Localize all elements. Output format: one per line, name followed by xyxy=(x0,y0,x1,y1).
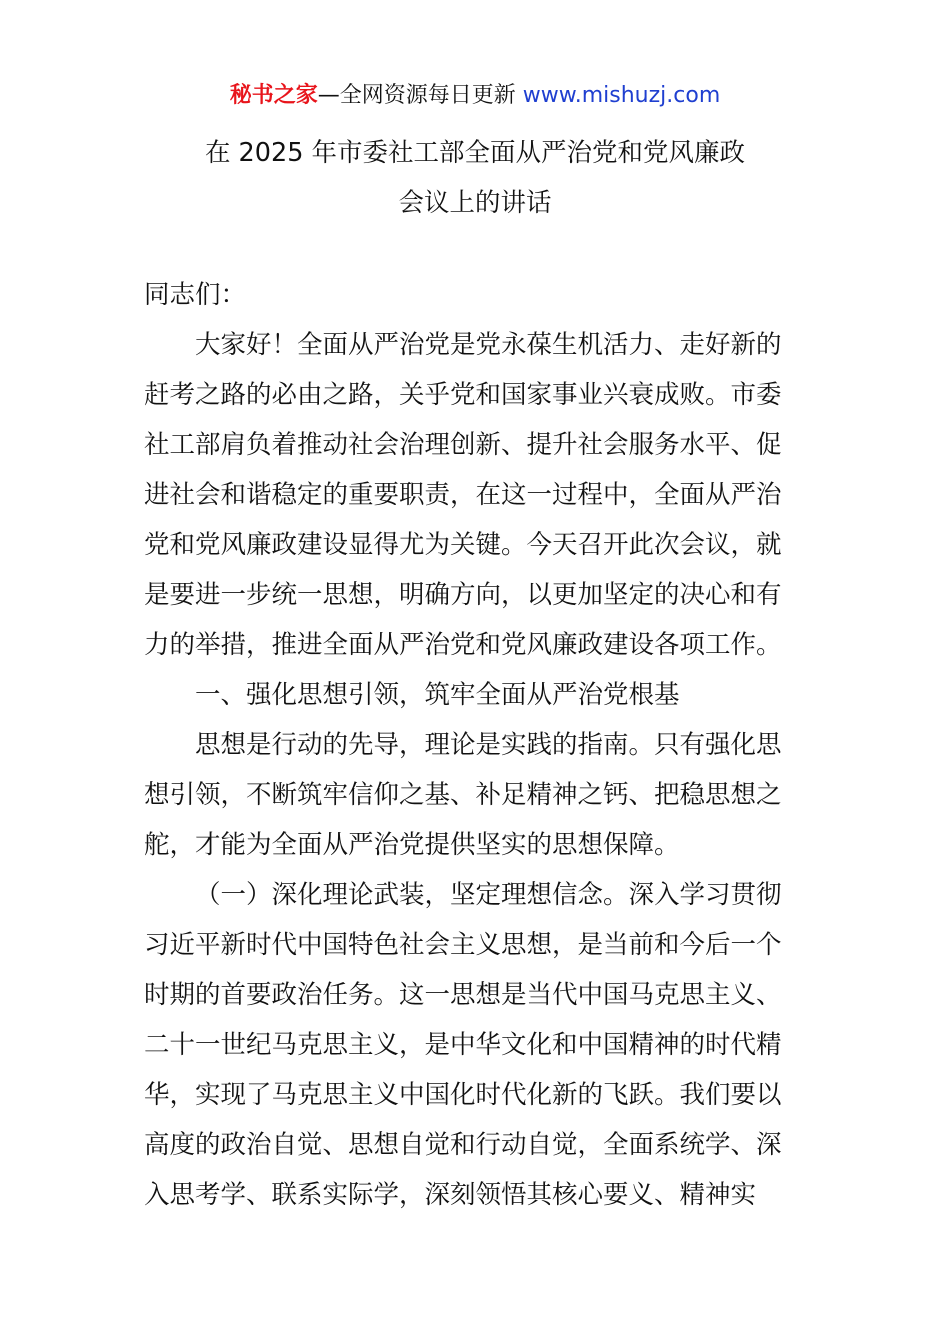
paragraph-line: 高度的政治自觉、思想自觉和行动自觉，全面系统学、深 xyxy=(144,1130,782,1160)
paragraph-line: 力的举措，推进全面从严治党和党风廉政建设各项工作。 xyxy=(144,630,782,660)
paragraph-line: 舵，才能为全面从严治党提供坚实的思想保障。 xyxy=(144,830,680,860)
title-line-2: 会议上的讲话 xyxy=(398,188,552,218)
paragraph-line: 进社会和谐稳定的重要职责，在这一过程中，全面从严治 xyxy=(144,480,782,510)
document-body xyxy=(144,270,808,1220)
paragraph-line: 想引领，不断筑牢信仰之基、补足精神之钙、把稳思想之 xyxy=(144,780,782,810)
paragraph-line: 习近平新时代中国特色社会主义思想，是当前和今后一个 xyxy=(144,930,782,960)
paragraph-line: 二十一世纪马克思主义，是中华文化和中国精神的时代精 xyxy=(144,1030,782,1060)
paragraph-line: 思想是行动的先导，理论是实践的指南。只有强化思 xyxy=(195,730,782,760)
paragraph-line: 时期的首要政治任务。这一思想是当代中国马克思主义、 xyxy=(144,980,782,1010)
paragraph-line: 赶考之路的必由之路，关乎党和国家事业兴衰成败。市委 xyxy=(144,380,782,410)
paragraph-line: 入思考学、联系实际学，深刻领悟其核心要义、精神实 xyxy=(144,1180,757,1210)
paragraph-line: 大家好！全面从严治党是党永葆生机活力、走好新的 xyxy=(195,330,782,360)
title-line-1: 在 2025 年市委社工部全面从严治党和党风廉政 xyxy=(204,138,746,168)
banner-tagline: —全网资源每日更新 xyxy=(317,83,516,108)
site-banner xyxy=(0,80,950,112)
paragraph-line: 党和党风廉政建设显得尤为关键。今天召开此次会议，就 xyxy=(144,530,782,560)
banner-brand: 秘书之家 xyxy=(229,83,318,108)
document-title xyxy=(100,128,850,228)
paragraph-line: 华，实现了马克思主义中国化时代化新的飞跃。我们要以 xyxy=(144,1080,782,1110)
paragraph-line: 社工部肩负着推动社会治理创新、提升社会服务水平、促 xyxy=(144,430,782,460)
banner-url-link[interactable]: www.mishuzj.com xyxy=(522,83,721,108)
paragraph-line: 是要进一步统一思想，明确方向，以更加坚定的决心和有 xyxy=(144,580,782,610)
section-heading: 一、强化思想引领，筑牢全面从严治党根基 xyxy=(195,680,680,710)
subsection-line: （一）深化理论武装，坚定理想信念。深入学习贯彻 xyxy=(195,880,782,910)
salutation: 同志们： xyxy=(144,280,247,310)
